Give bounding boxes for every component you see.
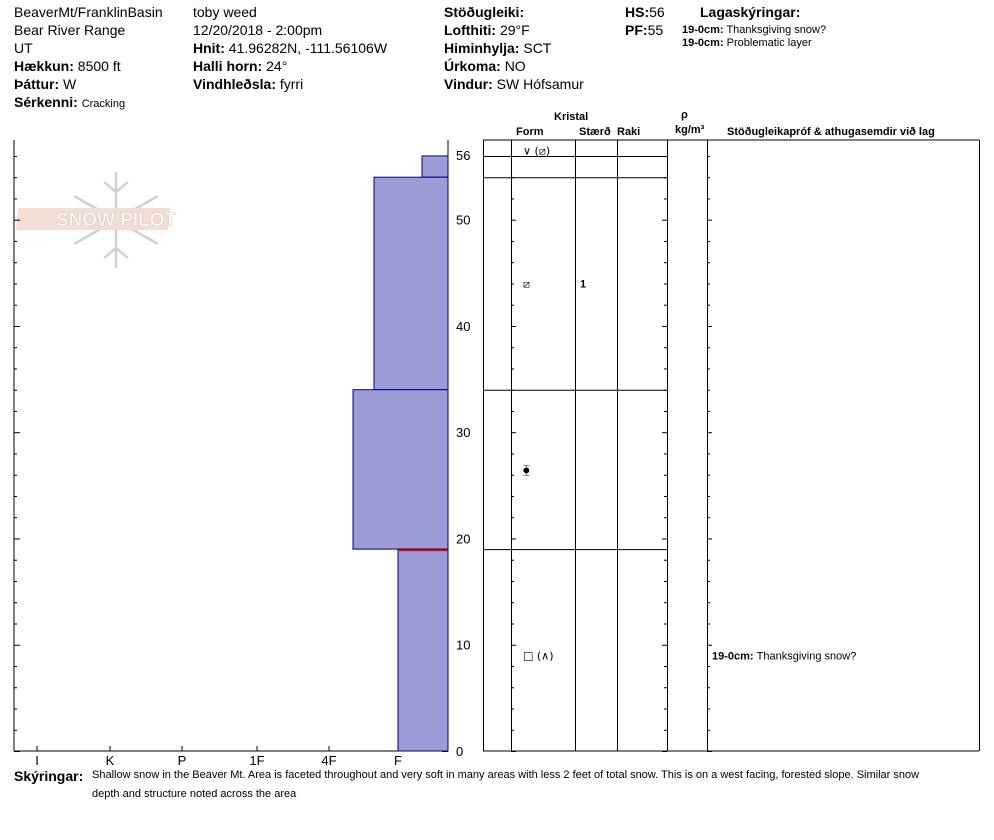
slope-value: 24° — [266, 58, 288, 74]
hardness-bar — [398, 549, 448, 751]
x-tick-label: I — [35, 753, 39, 768]
hardness-bar — [374, 177, 448, 390]
legend-title: Lagaskýringar: — [700, 4, 801, 20]
comments-line-1: Shallow snow in the Beaver Mt. Area is faceted throughout and very soft in many areas with less 2 feet of total snow. This is on a west facing, forested slope. Similar snow — [92, 769, 920, 781]
y-top-label: 56 — [456, 147, 471, 163]
aspect-value: W — [63, 76, 77, 92]
y-tick-label: 30 — [456, 425, 471, 441]
svg-text:SNOW PILOT: SNOW PILOT — [55, 210, 177, 231]
y-tick-label: 10 — [456, 637, 471, 653]
air-temp-label: Lofthiti: — [444, 22, 497, 38]
grain-form-symbol: ∨ (⧄) — [523, 144, 551, 158]
features-label: Sérkenni: — [14, 94, 78, 110]
density-symbol: ρ — [681, 109, 688, 121]
precip-label: Úrkoma: — [444, 58, 501, 74]
coords-value: 41.96282N, -111.56106W — [228, 40, 388, 56]
x-tick-label: F — [394, 753, 402, 768]
y-tick-label: 50 — [456, 212, 471, 228]
state-name: UT — [14, 40, 33, 56]
pf-value: 55 — [647, 22, 664, 38]
range-name: Bear River Range — [14, 22, 126, 38]
x-tick-label: 1F — [249, 753, 265, 768]
pf-label: PF: — [625, 22, 648, 38]
stability-label: Stöðugleiki: — [444, 4, 525, 20]
location-name: BeaverMt/FranklinBasin — [14, 4, 163, 20]
legend-text: Problematic layer — [726, 37, 812, 49]
coords-label: Hnit: — [193, 40, 225, 56]
legend-text: Thanksgiving snow? — [726, 24, 827, 36]
y-tick-label: 40 — [456, 318, 471, 334]
legend-range: 19-0cm: — [682, 37, 724, 49]
observation-datetime: 12/20/2018 - 2:00pm — [193, 22, 323, 38]
crystal-header: Kristal — [554, 111, 589, 123]
grain-form-symbol: ⧳ — [523, 463, 530, 477]
sky-value: SCT — [523, 40, 552, 56]
grain-size-value: 1 — [580, 278, 587, 291]
features-value: Cracking — [81, 98, 126, 110]
comments-header: Stöðugleikapróf & athugasemdir við lag — [727, 126, 935, 138]
form-header: Form — [516, 126, 544, 138]
air-temp-value: 29°F — [499, 22, 530, 38]
precip-value: NO — [504, 58, 526, 74]
density-unit: kg/m³ — [675, 124, 705, 136]
comments-line-2: depth and structure noted across the area — [92, 788, 297, 800]
snow-pilot-logo — [16, 172, 177, 268]
grain-form-symbol: □ (∧) — [523, 649, 554, 663]
size-header: Stærð — [579, 126, 611, 138]
layer-comment-range: 19-0cm: — [712, 650, 757, 663]
hardness-bar — [422, 156, 448, 177]
elevation-value: 8500 ft — [77, 58, 121, 74]
comments-label: Skýringar: — [14, 768, 84, 784]
wind-value: SW Hófsamur — [496, 76, 584, 92]
wind-label: Vindur: — [444, 76, 493, 92]
x-tick-label: K — [105, 753, 115, 768]
y-tick-label: 0 — [456, 744, 464, 759]
legend-range: 19-0cm: — [682, 24, 724, 36]
y-tick-label: 20 — [456, 531, 471, 547]
x-tick-label: P — [177, 753, 187, 768]
elevation-label: Hækkun: — [14, 58, 74, 74]
wind-loading-value: fyrri — [279, 76, 304, 92]
layer-comment — [712, 650, 856, 662]
observer-name: toby weed — [193, 4, 257, 20]
layer-table-content — [523, 145, 856, 663]
moisture-header: Raki — [617, 126, 641, 138]
aspect-label: Þáttur: — [14, 76, 60, 92]
wind-loading-label: Vindhleðsla: — [193, 76, 276, 92]
hs-value: 56 — [649, 4, 665, 20]
hs-label: HS: — [625, 4, 650, 20]
x-tick-label: 4F — [321, 753, 337, 768]
hardness-bar — [353, 390, 448, 549]
hardness-bars — [353, 156, 448, 751]
grain-form-symbol: ⧄ — [523, 277, 530, 291]
slope-label: Halli horn: — [193, 58, 263, 74]
sky-label: Himinhylja: — [444, 40, 520, 56]
layer-comment-text: Thanksgiving snow? — [756, 650, 857, 663]
